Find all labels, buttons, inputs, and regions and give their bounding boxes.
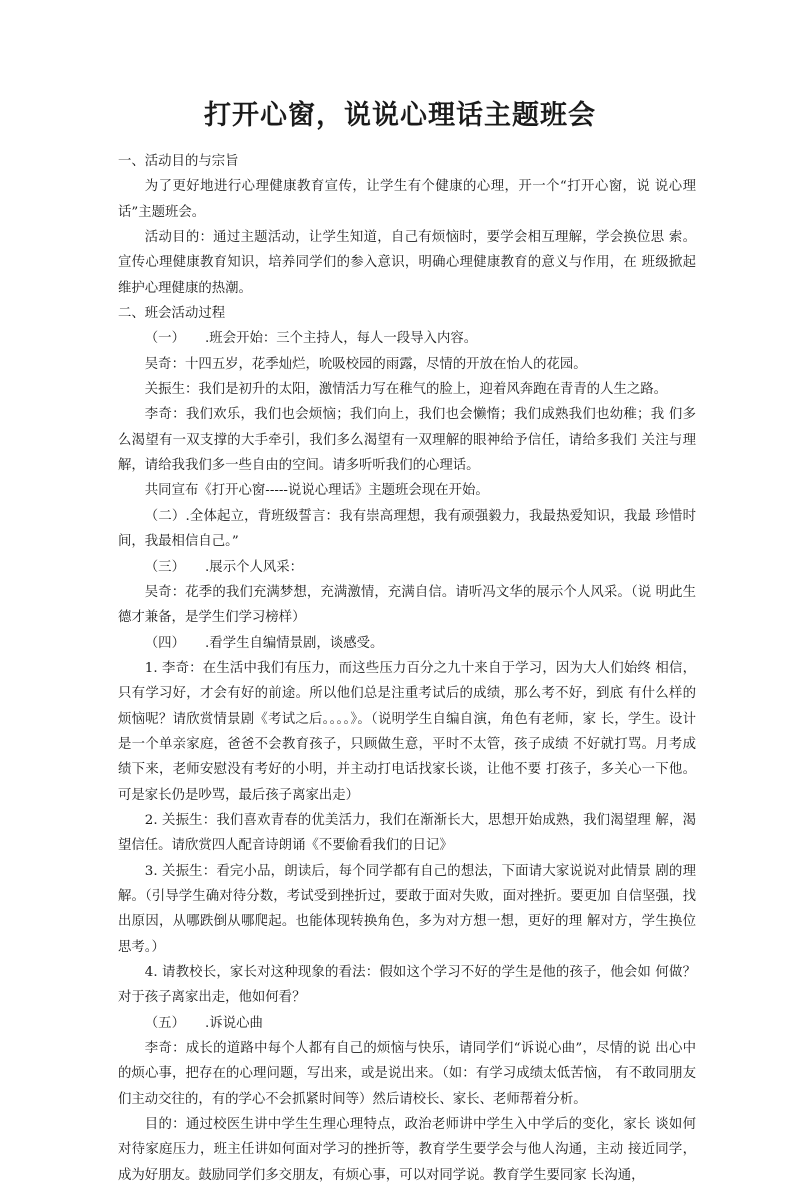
paragraph: 4. 请教校长，家长对这种现象的看法：假如这个学习不好的学生是他的孩子，他会如 何做？对于孩子离家出走，他如何看？	[118, 965, 696, 1006]
paragraph: 吴奇：花季的我们充满梦想，充满激情，充满自信。请听冯文华的展示个人风采。（说 明此生德才兼备，是学生们学习榜样）	[118, 584, 696, 626]
paragraph: 共同宣布《打开心窗-----说说心理话》主题班会现在开始。	[144, 483, 489, 499]
document-body	[118, 149, 696, 1188]
section-heading: 一、活动目的与宗旨	[118, 154, 239, 169]
paragraph: 1. 李奇：在生活中我们有压力，而这些压力百分之九十来自于学习，因为大人们始终 相信，只有学习好，才会有好的前途。所以他们总是注重考试后的成绩，那么考不好，到底 有什么样的烦恼呢？请欣赏情景剧《考试之后。。。。》。（说明学生自编自演，角色有老师，家 长，学生。设计是一个单亲家庭，爸爸不会教育孩子，只顾做生意，平时不太管，孩子成绩 不好就打骂。月考成绩下来，老师安慰没有考好的小明，并主动打电话找家长谈，让他不要 打孩子，多关心一下他。可是家长仍是吵骂，最后孩子离家出走）	[118, 660, 696, 803]
paragraph: 李奇：我们欢乐，我们也会烦恼；我们向上，我们也会懒惰；我们成熟我们也幼稚；我 们多么渴望有一双支撑的大手牵引，我们多么渴望有一双理解的眼神给予信任，请给多我们 关注与理解，请给我我们多一些自由的空间。请多听听我们的心理话。	[118, 407, 696, 474]
paragraph: （五） .诉说心曲	[144, 1015, 263, 1031]
paragraph: （四） .看学生自编情景剧，谈感受。	[144, 635, 384, 651]
section-heading: 二、班会活动过程	[118, 306, 226, 322]
paragraph: 活动目的：通过主题活动，让学生知道，自己有烦恼时，要学会相互理解，学会换位思 索。宣传心理健康教育知识，培养同学们的参入意识，明确心理健康教育的意义与作用，在 班级掀起维护心理健康的热潮。	[118, 230, 696, 296]
document-title: 打开心窗，说说心理话主题班会	[204, 100, 596, 131]
paragraph: （一） .班会开始：三个主持人，每人一段导入内容。	[144, 331, 478, 347]
paragraph: 目的：通过校医生讲中学生生理心理特点，政治老师讲中学生入中学后的变化，家长 谈如何对待家庭压力，班主任讲如何面对学习的挫折等，教育学生要学会与他人沟通，主动 接近同学，成为好朋友。鼓励同学们多交朋友，有烦心事，可以对同学说。教育学生要同家 长沟通，	[118, 1117, 696, 1183]
paragraph: 关振生：我们是初升的太阳，激情活力写在稚气的脸上，迎着风奔跑在青青的人生之路。	[144, 382, 668, 398]
paragraph: 2. 关振生：我们喜欢青春的优美活力，我们在渐渐长大，思想开始成熟，我们渴望理 解，渴望信任。请欣赏四人配音诗朗诵《不要偷看我们的日记》	[118, 812, 696, 854]
paragraph: 为了更好地进行心理健康教育宣传，让学生有个健康的心理，开一个“打开心窗，说 说心理话”主题班会。	[118, 179, 696, 220]
paragraph: 吴奇：十四五岁，花季灿烂，吮吸校园的雨露，尽情的开放在怡人的花园。	[144, 356, 587, 372]
paragraph: （二）.全体起立，背班级誓言：我有崇高理想，我有顽强毅力，我最热爱知识，我最 珍惜时间，我最相信自己。”	[118, 508, 696, 550]
paragraph: 3. 关振生：看完小品，朗读后，每个同学都有自己的想法，下面请大家说说对此情景 剧的理解。（引导学生确对待分数，考试受到挫折过，要敢于面对失败，面对挫折。要更加 自信坚强，找出原因，从哪跌倒从哪爬起。也能体现转换角色，多为对方想一想，更好的理 解对方，学生换位思考。）	[118, 863, 696, 955]
paragraph: 李奇：成长的道路中每个人都有自己的烦恼与快乐，请同学们“诉说心曲”，尽情的说 出心中的烦心事，把存在的心理问题，写出来，或是说出来。（如：有学习成绩太低苦恼， 有不敢同朋友们主动交往的，有的学心不会抓紧时间等）然后请校长、家长、老师帮着分析。	[118, 1041, 696, 1107]
paragraph: （三） .展示个人风采：	[144, 559, 304, 575]
